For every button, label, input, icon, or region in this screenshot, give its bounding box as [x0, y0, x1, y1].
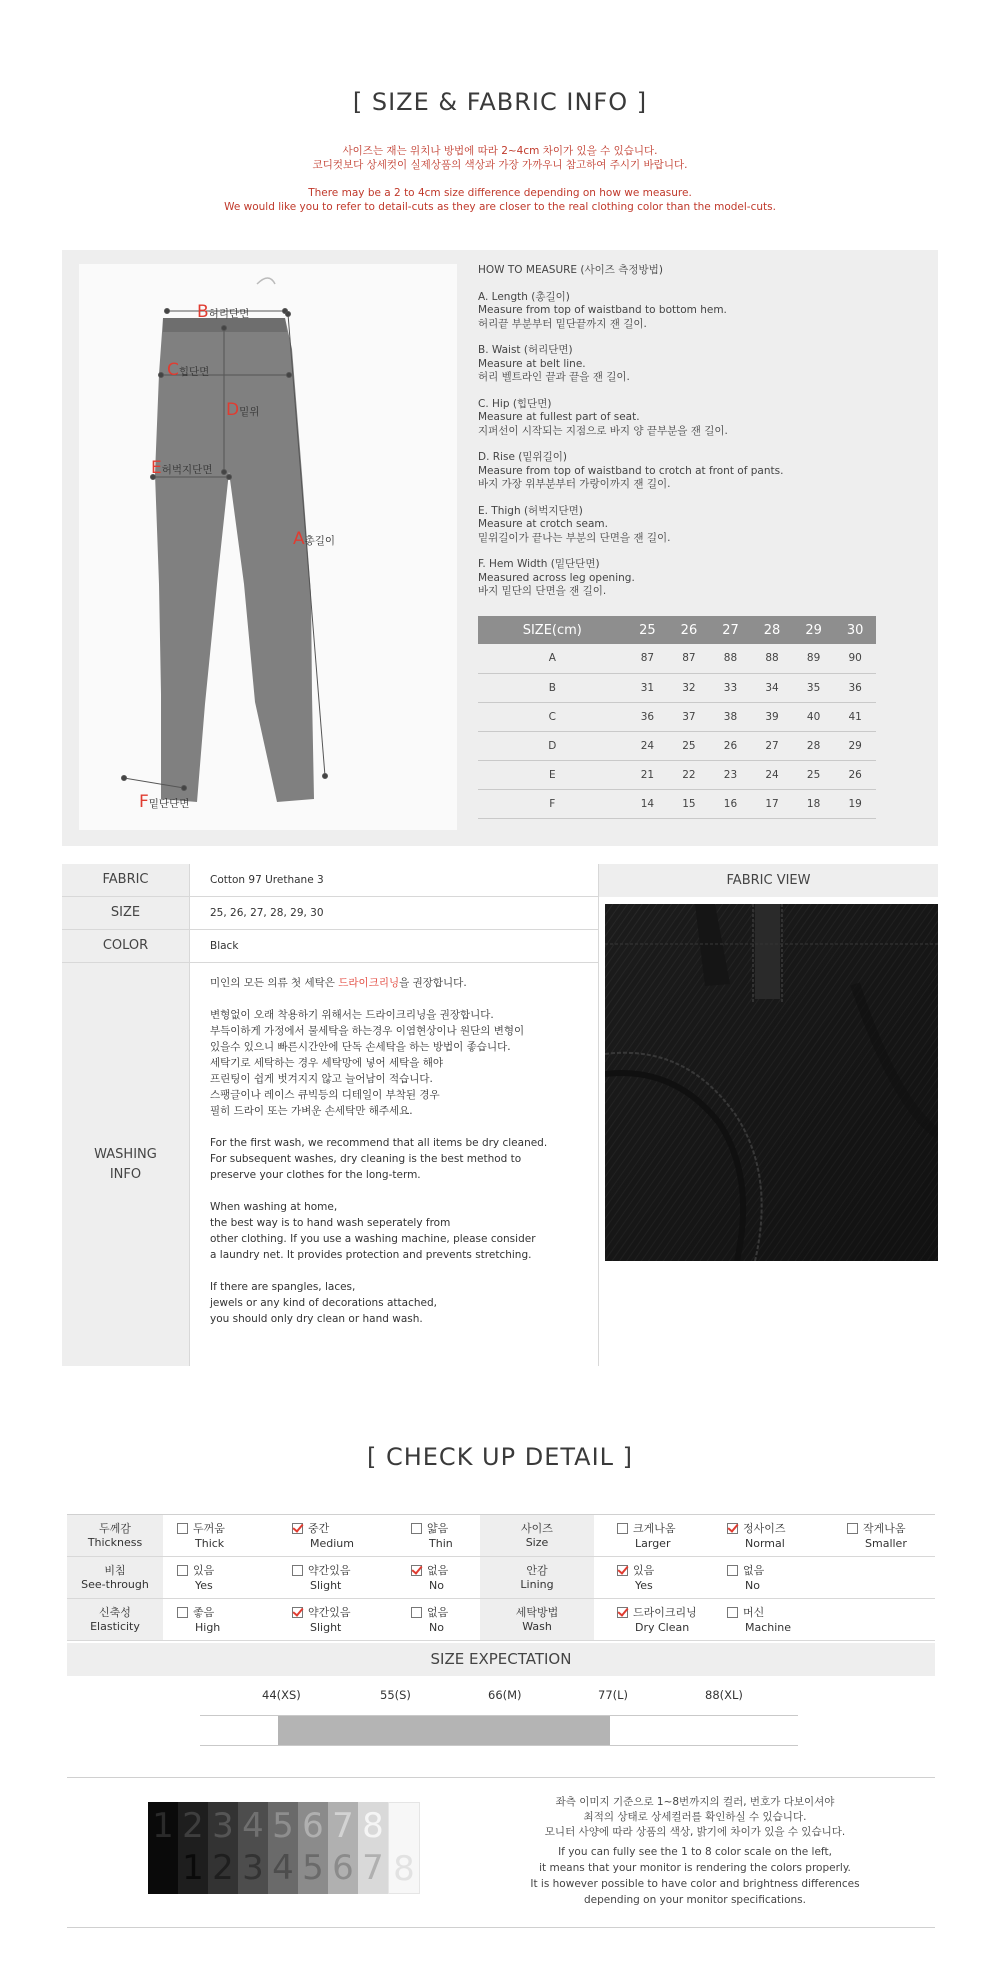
color-swatch: 2 1 [178, 1802, 208, 1894]
color-swatch: 5 4 [268, 1802, 298, 1894]
checkbox[interactable] [617, 1523, 628, 1534]
checkbox-checked[interactable] [617, 1607, 628, 1618]
checkbox-checked[interactable] [292, 1607, 303, 1618]
section-divider [67, 1777, 935, 1778]
table-row: A 87 87 88 88 89 90 [478, 644, 876, 673]
size-expectation-label: SIZE EXPECTATION [67, 1643, 935, 1676]
table-row: D 24 25 26 27 28 29 [478, 731, 876, 760]
checkbox[interactable] [411, 1607, 422, 1618]
checkup-row-see-through: 비침 See-through 있음 Yes 약간있음 Slight 없음 No 안감 Lining 있음 Yes 없음 No [67, 1557, 935, 1599]
color-swatch: 8 [388, 1802, 420, 1894]
info-row-washing [62, 963, 598, 1366]
color-scale [148, 1802, 420, 1894]
measure-item-d: D. Rise (밑위길이) Measure from top of waistband to crotch at front of pants. 바지 가장 위부분부터 가랑이까지 잰 길이. [478, 451, 784, 490]
color-note-ko-2: 최적의 상태로 상세컬러를 확인하실 수 있습니다. [583, 1811, 807, 1823]
divider [598, 864, 599, 1366]
wash-intro: 미인의 모든 의류 첫 세탁은 드라이크리닝을 권장합니다. [210, 977, 467, 989]
thickness-label: 두께감 Thickness [67, 1515, 163, 1556]
color-swatch: 3 2 [208, 1802, 238, 1894]
size-label: SIZE [62, 897, 190, 929]
pants-illustration [79, 264, 457, 830]
color-swatch: 8 7 [358, 1802, 388, 1894]
how-to-heading: HOW TO MEASURE (사이즈 측정방법) [478, 264, 663, 276]
measure-item-f: F. Hem Width (밑단단면) Measured across leg opening. 바지 밑단의 단면을 잰 길이. [478, 558, 635, 597]
checkbox[interactable] [847, 1523, 858, 1534]
see-through-label: 비침 See-through [67, 1557, 163, 1598]
checkbox-checked[interactable] [727, 1523, 738, 1534]
washing-label: WASHING INFO [62, 963, 190, 1366]
color-note-en-3: It is however possible to have color and brightness differences [530, 1878, 860, 1890]
how-to-measure [478, 264, 928, 612]
notice-ko-2: 코디컷보다 상세컷이 실제상품의 색상과 가장 가까우니 참고하여 주시기 바랍니다. [312, 159, 688, 171]
table-row: C 36 37 38 39 40 41 [478, 702, 876, 731]
wash-en-2: When washing at home, the best way is to hand wash seperately from other clothing. If you use a washing machine, please consider a laundry net. It provides protection and prevents stretching. [210, 1201, 536, 1261]
color-note-en-1: If you can fully see the 1 to 8 color scale on the left, [558, 1846, 832, 1858]
label-d: D밑위 [226, 400, 260, 420]
table-row: F 14 15 16 17 18 19 [478, 789, 876, 818]
measure-panel [62, 250, 938, 846]
color-value: Black [210, 940, 239, 952]
info-row-color [62, 930, 598, 963]
measure-item-e: E. Thigh (허벅지단면) Measure at crotch seam. 밑위길이가 끝나는 부분의 단면을 잰 길이. [478, 504, 671, 544]
label-a: A총길이 [293, 529, 336, 549]
measure-item-c: C. Hip (힙단면) Measure at fullest part of seat. 지퍼선이 시작되는 지점으로 바지 양 끝부분을 잰 길이. [478, 397, 728, 437]
wash-ko: 변형없이 오래 착용하기 위해서는 드라이크리닝을 권장합니다. 부득이하게 가정에서 물세탁을 하는경우 이염현상이나 원단의 변형이 있을수 있으니 빠른시간안에 단독 손세탁을 하는 방법이 좋습니다. 세탁기로 세탁하는 경우 세탁망에 넣어 세탁을 해야 프린팅이 쉽게 벗겨지지 않고 늘어남이 적습니다. 스팽글이나 레이스 큐빅등의 디테일이 부착된 경우 필히 드라이 또는 가벼운 손세탁만 해주세요. [210, 1009, 525, 1117]
checkbox[interactable] [727, 1565, 738, 1576]
size-tick: 55(S) [380, 1688, 411, 1702]
fabric-view-image [605, 904, 938, 1261]
checkup-title: [ CHECK UP DETAIL ] [366, 1443, 634, 1471]
size-table-header: SIZE(cm) 25 26 27 28 29 30 [478, 616, 876, 644]
size-value: 25, 26, 27, 28, 29, 30 [210, 907, 324, 919]
fabric-label: FABRIC [62, 864, 190, 896]
notice-en-2: We would like you to refer to detail-cuts as they are closer to the real clothing color than the model-cuts. [224, 201, 776, 213]
color-label: COLOR [62, 930, 190, 962]
fabric-view-label: FABRIC VIEW [598, 864, 938, 897]
checkbox[interactable] [177, 1565, 188, 1576]
size-table [478, 616, 876, 819]
checkbox[interactable] [177, 1607, 188, 1618]
checkbox[interactable] [411, 1523, 422, 1534]
label-e: E허벅지단면 [151, 458, 213, 478]
wash-en-3: If there are spangles, laces, jewels or any kind of decorations attached, you should only dry clean or hand wash. [210, 1281, 437, 1325]
table-row: E 21 22 23 24 25 26 [478, 760, 876, 789]
lining-label: 안감 Lining [480, 1557, 594, 1598]
pants-diagram [79, 264, 457, 830]
checkup-row-elasticity: 신축성 Elasticity 좋음 High 약간있음 Slight 없음 No 세탁방법 Wash 드라이크리닝 Dry Clean 머신 Machine [67, 1599, 935, 1641]
label-c: C힙단면 [167, 360, 210, 380]
size-expectation-scale [200, 1688, 798, 1746]
label-f: F밑단단면 [139, 792, 190, 812]
checkbox[interactable] [727, 1607, 738, 1618]
measure-item-b: B. Waist (허리단면) Measure at belt line. 허리 벨트라인 끝과 끝을 잰 길이. [478, 344, 630, 383]
checkbox[interactable] [292, 1565, 303, 1576]
bottom-divider [67, 1927, 935, 1928]
color-note-en-2: it means that your monitor is rendering the colors properly. [539, 1862, 851, 1874]
color-swatch: 7 6 [328, 1802, 358, 1894]
checkbox-checked[interactable] [617, 1565, 628, 1576]
label-b: B허리단면 [197, 302, 250, 322]
checkup-row-thickness: 두께감 Thickness 두꺼움 Thick 중간 Medium 얇음 Thin 사이즈 Size 크게나옴 Larger 정사이즈 Normal 작게나옴 Smaller [67, 1515, 935, 1557]
fabric-value: Cotton 97 Urethane 3 [210, 874, 324, 886]
notice-ko-1: 사이즈는 재는 위치나 방법에 따라 2~4cm 차이가 있을 수 있습니다. [342, 145, 658, 157]
size-tick: 66(M) [488, 1688, 522, 1702]
color-note-ko-3: 모니터 사양에 따라 상품의 색상, 밝기에 차이가 있을 수 있습니다. [544, 1826, 846, 1838]
size-tick: 44(XS) [262, 1688, 301, 1702]
color-note-ko-1: 좌측 이미지 기준으로 1~8번까지의 컬러, 번호가 다보이셔야 [555, 1796, 835, 1808]
size-fit-label: 사이즈 Size [480, 1515, 594, 1556]
checkbox[interactable] [177, 1523, 188, 1534]
page-title: [ SIZE & FABRIC INFO ] [352, 88, 648, 116]
info-row-fabric [62, 864, 598, 897]
color-note-en-4: depending on your monitor specifications. [584, 1894, 806, 1906]
wash-en-1: For the first wash, we recommend that all items be dry cleaned. For subsequent washes, dry cleaning is the best method to preserve your clothes for the long-term. [210, 1137, 548, 1181]
color-swatch: 6 5 [298, 1802, 328, 1894]
color-swatch: 4 3 [238, 1802, 268, 1894]
measure-item-a: A. Length (총길이) Measure from top of waistband to bottom hem. 허리끝 부분부터 밑단끝까지 잰 길이. [478, 290, 727, 330]
elasticity-label: 신축성 Elasticity [67, 1599, 163, 1640]
info-row-size [62, 897, 598, 930]
wash-label: 세탁방법 Wash [480, 1599, 594, 1640]
table-row: B 31 32 33 34 35 36 [478, 673, 876, 702]
checkbox-checked[interactable] [411, 1565, 422, 1576]
size-tick: 88(XL) [705, 1688, 743, 1702]
size-tick: 77(L) [598, 1688, 629, 1702]
checkbox-checked[interactable] [292, 1523, 303, 1534]
product-info [62, 864, 938, 1366]
washing-instructions [210, 975, 590, 1343]
color-swatch: 1 [148, 1802, 178, 1894]
size-expectation-fill [278, 1716, 610, 1745]
notice-en-1: There may be a 2 to 4cm size difference depending on how we measure. [308, 187, 692, 199]
